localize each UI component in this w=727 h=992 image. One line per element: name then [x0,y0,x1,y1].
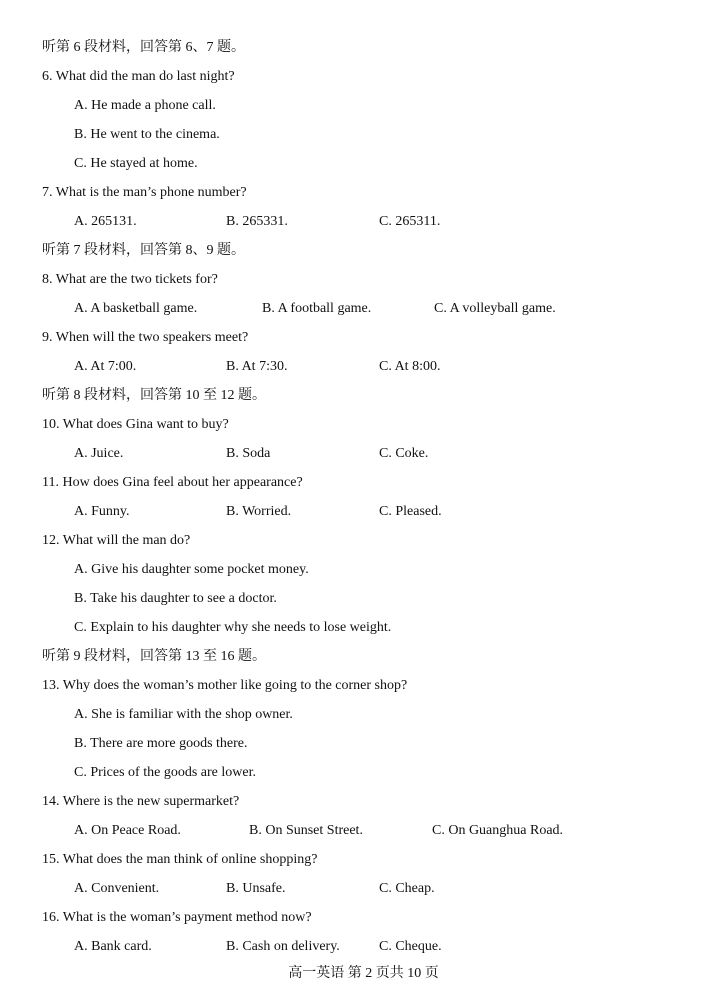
question-14: 14. Where is the new supermarket? [42,794,240,809]
question-16-options [74,937,707,957]
question-8-option-b: B. A football game. [262,301,372,316]
question-14-option-c: C. On Guanghua Road. [432,823,564,838]
question-8-option-c: C. A volleyball game. [434,301,556,316]
question-10-option-b: B. Soda [226,446,271,461]
question-15-option-c: C. Cheap. [379,881,435,896]
question-12-option-a: A. Give his daughter some pocket money. [74,562,309,577]
question-7-option-c: C. 265311. [379,214,441,229]
question-9-options [74,357,707,377]
section-heading: 听第 7 段材料，回答第 8、9 题。 [42,243,245,258]
question-13: 13. Why does the woman’s mother like going to the corner shop? [42,678,408,693]
section-heading: 听第 6 段材料，回答第 6、7 题。 [42,40,245,55]
question-12: 12. What will the man do? [42,533,191,548]
question-8-options [74,299,707,319]
question-16-option-a: A. Bank card. [74,939,152,954]
question-10-option-a: A. Juice. [74,446,124,461]
question-8-option-a: A. A basketball game. [74,301,198,316]
question-11: 11. How does Gina feel about her appearance? [42,475,303,490]
question-10-option-c: C. Coke. [379,446,429,461]
question-15-option-b: B. Unsafe. [226,881,286,896]
question-6-option-c: C. He stayed at home. [74,156,198,171]
page-footer: 高一英语 第 2 页共 10 页 [288,966,439,981]
question-9-option-c: C. At 8:00. [379,359,441,374]
question-15-option-a: A. Convenient. [74,881,160,896]
question-6-option-b: B. He went to the cinema. [74,127,220,142]
question-9: 9. When will the two speakers meet? [42,330,249,345]
question-14-option-a: A. On Peace Road. [74,823,181,838]
question-9-option-a: A. At 7:00. [74,359,137,374]
question-11-options [74,502,707,522]
question-7-options [74,212,707,232]
question-10-options [74,444,707,464]
question-6: 6. What did the man do last night? [42,69,235,84]
question-8: 8. What are the two tickets for? [42,272,218,287]
question-11-option-a: A. Funny. [74,504,130,519]
question-13-option-c: C. Prices of the goods are lower. [74,765,256,780]
question-6-option-a: A. He made a phone call. [74,98,216,113]
question-7-option-b: B. 265331. [226,214,288,229]
question-16-option-c: C. Cheque. [379,939,442,954]
question-14-option-b: B. On Sunset Street. [249,823,363,838]
question-16-option-b: B. Cash on delivery. [226,939,340,954]
question-11-option-c: C. Pleased. [379,504,442,519]
question-15-options [74,879,707,899]
section-heading: 听第 8 段材料，回答第 10 至 12 题。 [42,388,266,403]
question-7: 7. What is the man’s phone number? [42,185,247,200]
question-13-option-a: A. She is familiar with the shop owner. [74,707,293,722]
question-16: 16. What is the woman’s payment method now? [42,910,312,925]
question-12-option-b: B. Take his daughter to see a doctor. [74,591,277,606]
section-heading: 听第 9 段材料，回答第 13 至 16 题。 [42,649,266,664]
question-12-option-c: C. Explain to his daughter why she needs to lose weight. [74,620,392,635]
question-7-option-a: A. 265131. [74,214,137,229]
question-11-option-b: B. Worried. [226,504,292,519]
question-14-options [74,821,707,841]
question-10: 10. What does Gina want to buy? [42,417,229,432]
question-13-option-b: B. There are more goods there. [74,736,248,751]
question-15: 15. What does the man think of online shopping? [42,852,318,867]
question-9-option-b: B. At 7:30. [226,359,288,374]
